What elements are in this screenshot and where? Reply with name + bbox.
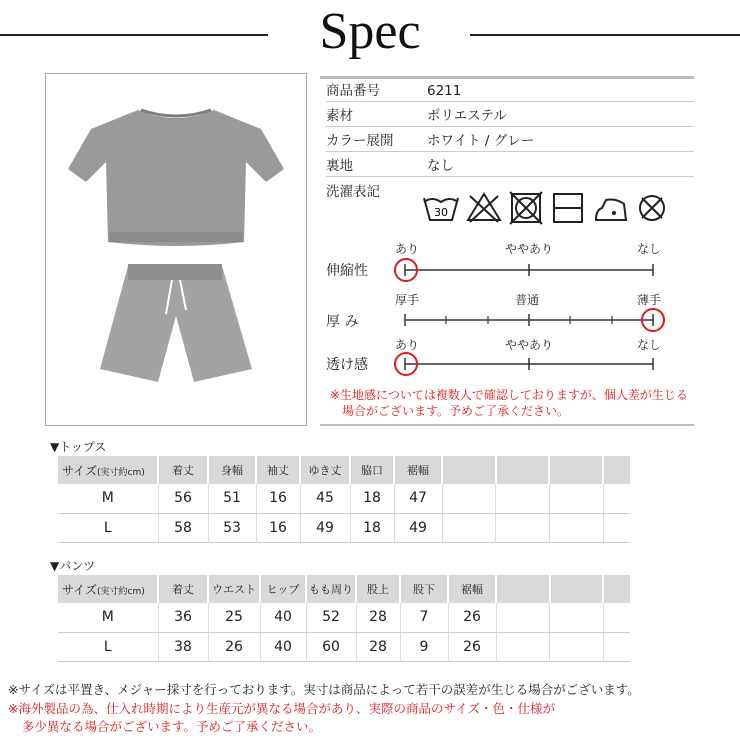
sheer-scale	[400, 356, 660, 372]
value-cell: 60	[306, 632, 356, 661]
spec-value: ホワイト / グレー	[427, 133, 535, 149]
product-illustration	[46, 74, 306, 425]
stretch-mid-label: ややあり	[505, 242, 554, 256]
table-header-row	[58, 456, 630, 484]
footer-note-measure: ※サイズは平置き、メジャー採寸を行っております。実寸は商品によって若干の誤差が生じる場合がございます。	[8, 682, 640, 697]
column-header: 着丈	[158, 575, 208, 603]
spec-key: 素材	[326, 108, 353, 124]
thickness-label: 厚 み	[326, 314, 359, 330]
value-cell: 36	[158, 603, 208, 632]
spec-row-material	[326, 105, 694, 127]
no-dryclean-icon	[640, 196, 664, 220]
empty-cell	[496, 603, 550, 632]
column-header: 脇口	[350, 456, 394, 484]
fabric-note-line1: ※生地感については複数人で確認しておりますが、個人差が生じる	[330, 388, 688, 402]
value-cell: 45	[300, 484, 350, 513]
table-row	[58, 632, 630, 661]
product-photo	[45, 73, 307, 426]
column-header-empty	[550, 575, 604, 603]
thickness-selected-marker	[641, 308, 665, 332]
size-column-header	[58, 575, 158, 603]
spec-key: 裏地	[326, 158, 353, 174]
empty-cell	[603, 632, 630, 661]
spec-top-rule	[320, 76, 694, 79]
size-cell: L	[58, 513, 158, 542]
stretch-left-label: あり	[395, 242, 420, 256]
footer-note-import-line2: 多少異なる場合がございます。予めご了承ください。	[22, 719, 322, 734]
spec-row-colors	[326, 130, 694, 152]
thickness-left-label: 厚手	[395, 293, 420, 307]
spec-value: 6211	[427, 83, 462, 99]
value-cell: 9	[400, 632, 448, 661]
page-title: Spec	[319, 3, 421, 60]
spec-bottom-rule	[320, 424, 694, 426]
wash-30-icon	[424, 198, 458, 220]
table-row	[58, 484, 630, 513]
table-header-row	[58, 575, 630, 603]
thickness-mid-label: 普通	[515, 293, 540, 307]
value-cell: 47	[394, 484, 442, 513]
spec-row-item-number	[326, 80, 694, 102]
value-cell: 18	[350, 484, 394, 513]
thickness-scale	[400, 312, 660, 328]
column-header: 身幅	[208, 456, 256, 484]
no-tumble-dry-icon	[510, 192, 542, 224]
footer-note-import-line1: ※海外製品の為、仕入れ時期により生産元が異なる場合があり、実際の商品のサイズ・色・仕様が	[8, 701, 555, 716]
empty-cell	[496, 513, 550, 542]
value-cell: 58	[158, 513, 208, 542]
value-cell: 56	[158, 484, 208, 513]
value-cell: 16	[256, 513, 300, 542]
spec-row-lining	[326, 155, 694, 177]
table-row	[58, 513, 630, 542]
spec-key: 商品番号	[326, 83, 380, 99]
size-cell: M	[58, 484, 158, 513]
column-header-empty	[496, 456, 550, 484]
sheer-left-label: あり	[395, 338, 420, 352]
column-header: 袖丈	[256, 456, 300, 484]
iron-low-icon	[596, 200, 626, 221]
value-cell: 40	[260, 632, 306, 661]
column-header: もも周り	[306, 575, 356, 603]
tops-heading: ▼トップス	[50, 440, 107, 454]
column-header-empty	[603, 575, 630, 603]
empty-cell	[442, 513, 496, 542]
value-cell: 26	[448, 603, 496, 632]
tops-size-table	[58, 456, 630, 543]
column-header-empty	[549, 456, 603, 484]
empty-cell	[549, 513, 603, 542]
column-header: 着丈	[158, 456, 208, 484]
size-header-unit: (実寸約cm)	[97, 586, 145, 597]
pants-heading: ▼パンツ	[50, 559, 96, 573]
column-header-empty	[496, 575, 550, 603]
thickness-right-label: 薄手	[637, 293, 662, 307]
size-header-text: サイズ	[62, 582, 98, 597]
stretch-right-label: なし	[637, 242, 662, 256]
value-cell: 53	[208, 513, 256, 542]
value-cell: 25	[208, 603, 260, 632]
column-header: 股下	[400, 575, 448, 603]
fabric-note-line2: 場合がございます。予めご了承ください。	[342, 404, 570, 418]
column-header: ゆき丈	[300, 456, 350, 484]
column-header: 裾幅	[448, 575, 496, 603]
line-dry-icon	[554, 194, 582, 222]
empty-cell	[442, 484, 496, 513]
column-header-empty	[603, 456, 630, 484]
value-cell: 7	[400, 603, 448, 632]
column-header: 裾幅	[394, 456, 442, 484]
pants-size-table	[58, 575, 630, 662]
value-cell: 51	[208, 484, 256, 513]
value-cell: 16	[256, 484, 300, 513]
value-cell: 38	[158, 632, 208, 661]
column-header: 股上	[356, 575, 400, 603]
column-header: ウエスト	[208, 575, 260, 603]
stretch-scale	[400, 262, 660, 278]
sheer-right-label: なし	[637, 338, 662, 352]
value-cell: 52	[306, 603, 356, 632]
no-bleach-icon	[468, 194, 500, 222]
spec-key: カラー展開	[326, 133, 394, 149]
empty-cell	[550, 632, 604, 661]
stretch-label: 伸縮性	[326, 263, 368, 279]
column-header: ヒップ	[260, 575, 306, 603]
size-header-unit: (実寸約cm)	[97, 467, 145, 478]
value-cell: 49	[300, 513, 350, 542]
value-cell: 28	[356, 603, 400, 632]
column-header-empty	[442, 456, 496, 484]
empty-cell	[496, 484, 550, 513]
empty-cell	[603, 603, 630, 632]
spec-value: なし	[427, 158, 454, 174]
value-cell: 28	[356, 632, 400, 661]
value-cell: 40	[260, 603, 306, 632]
value-cell: 49	[394, 513, 442, 542]
size-cell: L	[58, 632, 158, 661]
wash-temp: 30	[434, 206, 448, 219]
empty-cell	[550, 603, 604, 632]
wash-icons	[420, 190, 670, 226]
stretch-selected-marker	[394, 258, 418, 282]
sheer-label: 透け感	[326, 357, 368, 373]
sheer-selected-marker	[394, 352, 418, 376]
empty-cell	[496, 632, 550, 661]
spec-value: ポリエステル	[427, 108, 507, 124]
spec-key: 洗濯表記	[326, 184, 380, 200]
size-column-header	[58, 456, 158, 484]
empty-cell	[603, 484, 630, 513]
value-cell: 26	[448, 632, 496, 661]
empty-cell	[603, 513, 630, 542]
size-header-text: サイズ	[62, 463, 98, 478]
empty-cell	[549, 484, 603, 513]
table-row	[58, 603, 630, 632]
value-cell: 18	[350, 513, 394, 542]
value-cell: 26	[208, 632, 260, 661]
sheer-mid-label: ややあり	[505, 338, 554, 352]
size-cell: M	[58, 603, 158, 632]
